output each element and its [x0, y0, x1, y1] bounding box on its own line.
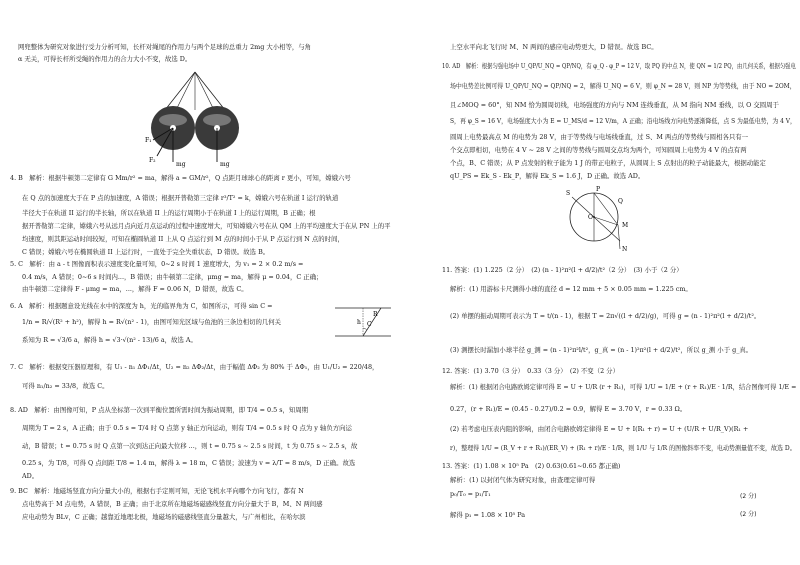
force-label: F₂	[149, 157, 156, 164]
text-line: 场中电势差比例可得 U_QP/U_NQ = QP/NQ = 2，解得 U_NQ = 6 V，则 φ_N = 28 V，则 NP 为等势线，由于 NO = 2OM，	[450, 82, 796, 90]
score-label: (2 分)	[740, 511, 757, 518]
text-line: C 错误；嫦娥六号在椭圆轨道 II 上运行时，一直处于完全失重状态，D 错误。故选 B。	[22, 248, 270, 256]
text-line: 点电势高于 M 点电势，A 错误，B 正确；由于北京所在地磁场磁感线竖直方向分量大于 B，M、N 两间感	[22, 500, 323, 508]
text-line: 0.4 m/s，A 错误；0~6 s 时间内...，B 错误；由牛顿第二定律，μmg = ma，解得 μ = 0.04，C 正确；	[22, 273, 323, 281]
text-line: 在 Q 点的加速度大于在 P 点的加速度，A 错误；根据开普勒第三定律 r³/T² = k，嫦娥六号在轨道 I 运行的轨道	[22, 194, 339, 202]
text-line: 个交点即相切，电势在 4 V ~ 28 V 之间的等势线与圆周交点均为两个，可知圆周上电势为 4 V 的点有两	[450, 146, 747, 154]
text-line: 周期为 T = 2 s，A 正确；由于 0.5 s = T/4 时 Q 点第 y 轴正方向运动，则有 T/4 = 0.5 s 时 Q 点为 y 轴负方向运	[22, 424, 352, 432]
text-line: p₀/T₀ = p₁/T₁	[450, 490, 491, 498]
text-line: 10. AD 解析：根据匀强电场中 U_QP/U_NQ = QP/NQ，有 φ_Q - φ_P = 12 V，取 PQ 的中点 N，使 QN = 1/2 PQ，由几何关系，根据匀强电	[442, 62, 796, 70]
right-column	[400, 0, 800, 565]
fig-label: S	[566, 190, 571, 197]
fig-label: O	[588, 214, 593, 221]
text-line: (2) 若考虑电压表内阻的影响，由闭合电路欧姆定律得 E = U + I(R₁ + r) = U + (U/R + U/R_V)(R₁ +	[450, 425, 749, 433]
electric-field-circle-figure	[560, 183, 640, 255]
text-line: S，再 φ_S = 16 V，电场强度大小为 E = U_MS/d = 12 V/m，A 正确；沿电场线方向电势逐渐降低，点 S 为最低电势，为 4 V，	[450, 117, 796, 125]
football-force-figure	[135, 70, 285, 170]
text-line: 9. BC 解析：地磁场竖直方向分量大小的，根据右手定则可知，无论飞机水平向哪个方向飞行，都有 N	[10, 487, 304, 495]
force-label: F₁	[145, 137, 152, 144]
refraction-figure	[333, 302, 393, 340]
text-line: 12. 答案：(1) 3.70（3 分） 0.33（3 分） (2) 不变（2 分）	[442, 367, 619, 375]
text-line: 解析：(1) 以封闭气体为研究对象，由查理定律可得	[450, 476, 596, 484]
text-line: 13. 答案：(1) 1.08 × 10⁵ Pa (2) 0.63(0.61~0.65 都正确)	[442, 462, 621, 470]
text-line: 网兜整体为研究对象进行受力分析可知，长杆对绳尾的作用力与两个足球的总重力 2mg 大小相等，与角	[18, 43, 312, 51]
fig-label: h	[357, 319, 361, 326]
text-line: 解析：(1) 用游标卡尺测得小球的直径 d = 12 mm + 5 × 0.05 mm = 1.225 cm。	[450, 285, 692, 293]
text-line: AD。	[22, 472, 39, 480]
force-label: mg	[176, 161, 186, 168]
fig-label: P	[596, 186, 601, 193]
text-line: 均速度，则其距运动时间较短，可知在椭圆轨道 II 上从 Q 点运行到 M 点的时间小于从 P 点运行到 N 点的时间，	[22, 235, 344, 243]
text-line: 动，B 错误；t = 0.75 s 时 Q 点第一次到达正向最大位移 ...，则 t = 0.75 s ~ 2.5 s 时间，t 为 0.75 s ~ 2.5 s，故	[22, 442, 358, 450]
text-line: 0.27，(r + R₁)/E = (0.45 - 0.27)/0.2 = 0.9，解得 E = 3.70 V，r = 0.33 Ω。	[450, 405, 687, 413]
score-label: (2 分)	[740, 493, 757, 500]
fig-label: N	[622, 246, 628, 253]
fig-label: M	[622, 222, 629, 229]
text-line: 8. AD 解析：由图像可知，P 点从坐标第一次到平衡位置所需时间为振动周期，即 T/4 = 0.5 s，知周期	[10, 406, 309, 414]
text-line: 系知为 R = √3/6 a，解得 h = √3·√(n² - 13)/6 a，故选 A。	[22, 336, 197, 344]
text-line: 5. C 解析：由 a - t 图像面积表示速度变化量可知，0~2 s 时间 1 速度增大，为 v₁ = 2 × 0.2 m/s =	[10, 260, 304, 268]
text-line: 6. A 解析：根据题意设光线在水中的深度为 h，光的临界角为 C，如图所示，可得 sin C =	[10, 302, 273, 310]
fig-label: C	[367, 321, 372, 328]
fig-label: Q	[618, 198, 623, 205]
text-line: 应电动势为 BLv，C 正确；越靠近地理北极，地磁场的磁感线竖直分量越大，与广州相比，在哈尔滨	[22, 513, 306, 521]
fig-label: R	[373, 311, 378, 318]
text-line: 圆周上电势最高点 M 的电势为 28 V，由于等势线与电场线垂直，过 S、M 两点的等势线与圆相各只有一	[450, 133, 749, 141]
text-line: 解得 p₁ = 1.08 × 10⁵ Pa	[450, 511, 526, 519]
left-column	[0, 0, 395, 565]
text-line: 4. B 解析：根据牛顿第二定律有 G Mm/r² = ma，解得 a = GM/r²，Q 点距月球球心的距离 r 更小，可知，嫦娥六号	[10, 174, 351, 182]
text-line: 7. C 解析：根据变压器原理和，有 U₁ - n₁ ΔΦ₁/Δt，U₂ = n₂ ΔΦ₂/Δt，由于幅值 ΔΦ₂ 为 80% 于 ΔΦ₁，由 U₁/U₂ = 220/48，	[10, 363, 379, 371]
text-line: (3) 测摆长时漏加小球半径 g_测 = (n - 1)²π²l/t²，g_真 = (n - 1)²π²(l + d/2)/t²，所以 g_测 小于 g_真。	[450, 346, 753, 354]
text-line: 由牛顿第二定律得 F - μmg = ma，...，解得 F = 0.06 N，D 错误，故选 C。	[22, 285, 248, 293]
text-line: 11. 答案：(1) 1.225（2 分） (2) (n - 1)²π²(l + d/2)/t²（2 分） (3) 小于（2 分）	[442, 266, 683, 274]
text-line: 可得 n₁/n₂ = 33/8，故选 C。	[22, 382, 109, 390]
text-line: r)，整理得 1/U = (R_V + r + R₁)/(ER_V) + (R₁ + r)/E · 1/R，则 1/U 与 1/R 的图像斜率不变，电动势测量值不变，故选 D。	[450, 444, 796, 452]
text-line: 据开普勒第二定律，嫦娥六号从远月点向近月点运动的过程中速度增大，可知嫦娥六号在从 QM 上的平均速度大于在从 PN 上的平	[22, 222, 391, 230]
force-label: mg	[220, 161, 230, 168]
text-line: qU_PS = Ek_S - Ek_P，解得 Ek_S = 1.6 J，D 正确。故选 AD。	[450, 172, 645, 180]
text-line: 上空水平向北飞行时 M、N 两间的感应电动势更大，D 错误。故选 BC。	[450, 43, 658, 51]
text-line: 个点，B、C 错误；从 P 点发射的粒子能为 1 J 的带正电粒子，从圆周上 S 点射出的粒子动能最大，根据动能定	[450, 159, 766, 167]
text-line: 解析：(1) 根据闭合电路欧姆定律可得 E = U + U/R (r + R₁)，可得 1/U = 1/E + (r + R₁)/E · 1/R，结合图像可得 1/E =	[450, 383, 797, 391]
text-line: 0.25 s，为 T/8，可得 Q 点间距 T/8 = 1.4 m，解得 λ = 18 m，C 错误；波速为 v = λ/T = 8 m/s，D 正确。故选	[22, 459, 356, 467]
text-line: α 无关，可得长杆所受绳的作用力的合力大小不变，故选 D。	[18, 55, 192, 63]
text-line: 且∠MOQ = 60°，知 NM 恰为圆周切线，电场强度的方向与 NM 连线垂直，从 M 指向 NM 垂线，以 O 交圆周于	[450, 101, 779, 109]
text-line: 半径大于在轨道 II 运行的半长轴，所以在轨道 II 上的运行周期小于在轨道 I 上的运行周期，B 正确；根	[22, 209, 316, 217]
text-line: (2) 单摆的振动周期可表示为 T = t/(n - 1)，根据 T = 2π√((l + d/2)/g)，可得 g = (n - 1)²π²(l + d/2)/t²。	[450, 312, 761, 320]
text-line: 1/n = R/√(R² + h²)，解得 h = R√(n² - 1)，由图可知光区域与鱼池的三条边相切的几何关	[22, 318, 282, 326]
